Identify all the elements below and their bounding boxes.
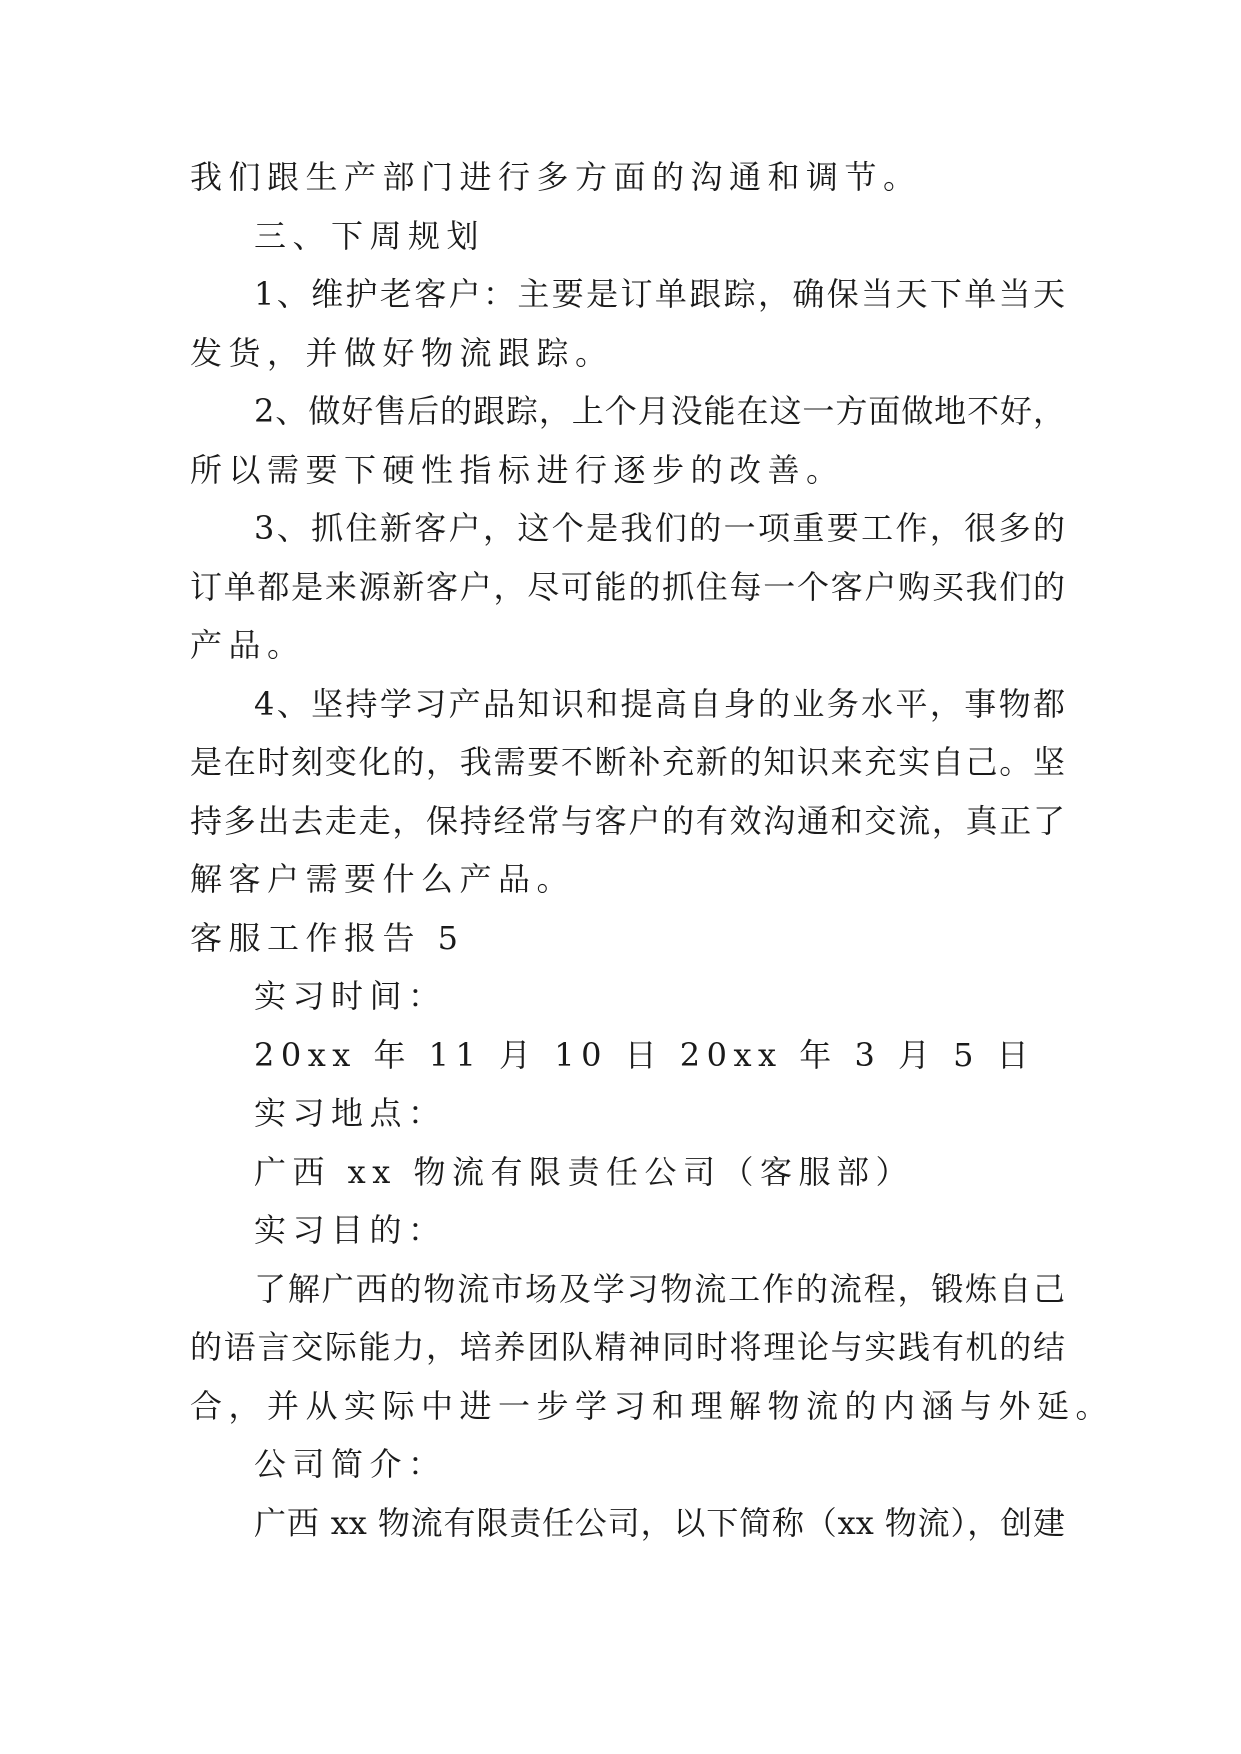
text-line: 持多出去走走，保持经常与客户的有效沟通和交流，真正了 bbox=[190, 801, 1065, 840]
paragraph bbox=[190, 909, 1065, 968]
paragraph bbox=[190, 499, 1065, 675]
text-line: 1、维护老客户：主要是订单跟踪，确保当天下单当天 bbox=[254, 275, 1065, 313]
text-line: 发货，并做好物流跟踪。 bbox=[190, 333, 614, 372]
text-line: 所以需要下硬性指标进行逐步的改善。 bbox=[190, 450, 845, 489]
text-line: 20xx 年 11 月 10 日 20xx 年 3 月 5 日 bbox=[254, 1035, 1036, 1074]
text-line: 订单都是来源新客户，尽可能的抓住每一个客户购买我们的 bbox=[190, 567, 1065, 606]
text-line: 合，并从实际中进一步学习和理解物流的内涵与外延。 bbox=[190, 1386, 1115, 1425]
text-line: 我们跟生产部门进行多方面的沟通和调节。 bbox=[190, 158, 922, 196]
text-line: 了解广西的物流市场及学习物流工作的流程，锻炼自己 bbox=[254, 1269, 1065, 1308]
paragraph bbox=[190, 1201, 1065, 1260]
text-line: 产品。 bbox=[190, 626, 306, 664]
text-line: 2、做好售后的跟踪，上个月没能在这一方面做地不好， bbox=[254, 392, 1065, 430]
paragraph bbox=[190, 1084, 1065, 1143]
text-line: 三、下周规划 bbox=[254, 216, 486, 255]
paragraph bbox=[190, 148, 1065, 207]
paragraph bbox=[190, 1026, 1065, 1085]
text-line: 实习地点： bbox=[254, 1094, 447, 1132]
paragraph bbox=[190, 265, 1065, 382]
text-line: 客服工作报告 5 bbox=[190, 918, 465, 957]
text-line: 广西 xx 物流有限责任公司（客服部） bbox=[254, 1152, 914, 1191]
paragraph bbox=[190, 1143, 1065, 1202]
paragraph bbox=[190, 1494, 1065, 1553]
text-line: 是在时刻变化的，我需要不断补充新的知识来充实自己。坚 bbox=[190, 743, 1065, 781]
paragraph bbox=[190, 1260, 1115, 1436]
paragraph bbox=[190, 967, 1065, 1026]
text-line: 解客户需要什么产品。 bbox=[190, 860, 576, 898]
paragraph bbox=[190, 1435, 1065, 1494]
text-line: 公司简介： bbox=[254, 1445, 447, 1483]
text-line: 4、坚持学习产品知识和提高自身的业务水平，事物都 bbox=[254, 684, 1065, 723]
text-line: 实习时间： bbox=[254, 977, 447, 1015]
paragraph bbox=[190, 675, 1065, 909]
document-page bbox=[190, 148, 1115, 1552]
text-line: 实习目的： bbox=[254, 1211, 447, 1249]
paragraph bbox=[190, 207, 1065, 266]
paragraph bbox=[190, 382, 1065, 499]
text-line: 的语言交际能力，培养团队精神同时将理论与实践有机的结 bbox=[190, 1328, 1065, 1366]
text-line: 3、抓住新客户，这个是我们的一项重要工作，很多的 bbox=[254, 509, 1065, 547]
text-line: 广西 xx 物流有限责任公司，以下简称（xx 物流），创建 bbox=[254, 1503, 1065, 1542]
